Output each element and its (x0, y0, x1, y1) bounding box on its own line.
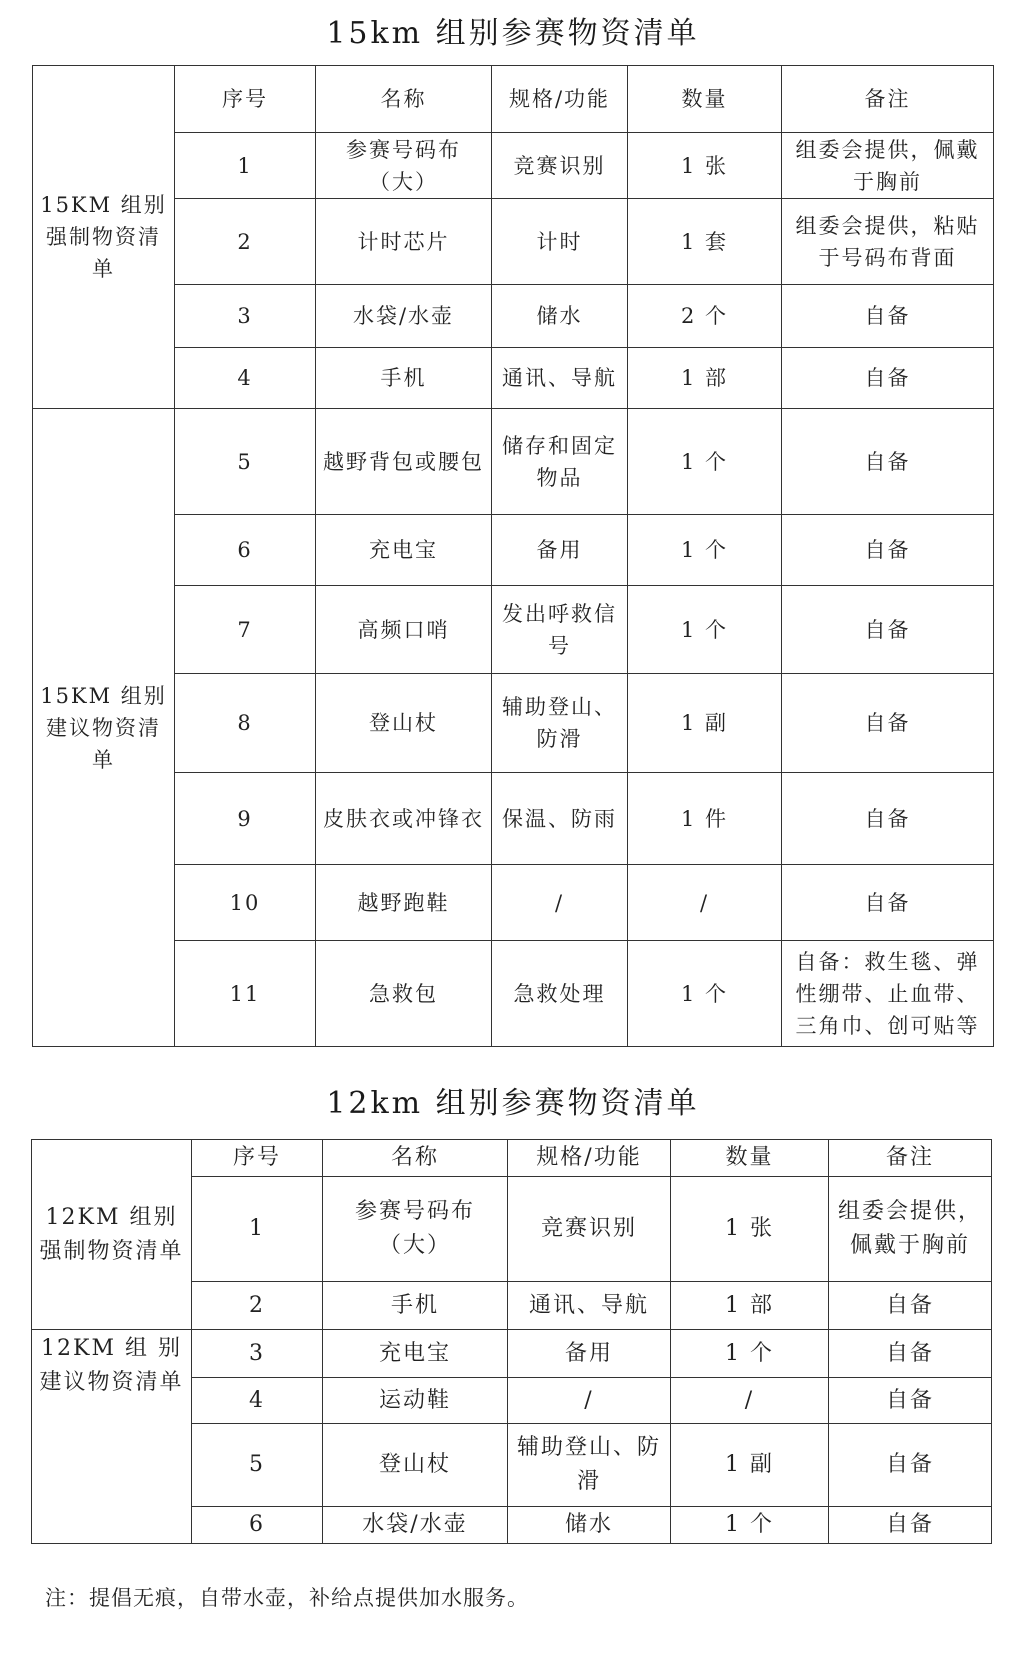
cell-note: 自备 (782, 865, 994, 941)
cell-no: 4 (192, 1378, 323, 1424)
cell-qty: 1 部 (671, 1282, 829, 1330)
cell-note: 自备 (782, 674, 994, 773)
table-12km-gear-list (31, 1139, 992, 1544)
cell-qty: 1 张 (671, 1177, 829, 1282)
cell-spec: 竞赛识别 (492, 133, 628, 199)
cell-no: 4 (175, 348, 316, 409)
header-name: 名称 (323, 1140, 508, 1177)
cell-note: 自备 (782, 409, 994, 515)
cell-qty: 1 副 (628, 674, 782, 773)
cell-no: 5 (192, 1424, 323, 1507)
header-no: 序号 (192, 1140, 323, 1177)
cell-name: 运动鞋 (323, 1378, 508, 1424)
cell-no: 5 (175, 409, 316, 515)
table-row (33, 586, 994, 674)
cell-note: 自备 (829, 1424, 992, 1507)
cell-name: 急救包 (316, 941, 492, 1047)
cell-spec: 备用 (508, 1330, 671, 1378)
cell-no: 10 (175, 865, 316, 941)
cell-name: 充电宝 (316, 515, 492, 586)
cell-qty: 1 部 (628, 348, 782, 409)
cell-no: 9 (175, 773, 316, 865)
cell-spec: 通讯、导航 (508, 1282, 671, 1330)
cell-name: 充电宝 (323, 1330, 508, 1378)
cell-name: 皮肤衣或冲锋衣 (316, 773, 492, 865)
header-qty: 数量 (628, 66, 782, 133)
cell-note: 组委会提供，粘贴于号码布背面 (782, 199, 994, 285)
table2-title: 12km 组别参赛物资清单 (326, 1086, 700, 1121)
cell-note: 自备 (829, 1378, 992, 1424)
cell-qty: 1 张 (628, 133, 782, 199)
cell-qty: / (671, 1378, 829, 1424)
cell-spec: 储存和固定物品 (492, 409, 628, 515)
cell-spec: 储水 (492, 285, 628, 348)
cell-spec: / (492, 865, 628, 941)
cell-qty: 2 个 (628, 285, 782, 348)
table-15km-gear-list (32, 65, 994, 1047)
header-note: 备注 (782, 66, 994, 133)
cell-note: 自备：救生毯、弹性绷带、止血带、三角巾、创可贴等 (782, 941, 994, 1047)
cell-note: 自备 (829, 1282, 992, 1330)
cell-note: 自备 (829, 1507, 992, 1544)
cell-qty: 1 个 (628, 586, 782, 674)
header-spec: 规格/功能 (492, 66, 628, 133)
cell-spec: 急救处理 (492, 941, 628, 1047)
cell-qty: 1 副 (671, 1424, 829, 1507)
cell-qty: 1 个 (671, 1330, 829, 1378)
table-row (32, 1330, 992, 1378)
cell-qty: 1 个 (671, 1507, 829, 1544)
cell-name: 高频口哨 (316, 586, 492, 674)
cell-spec: 竞赛识别 (508, 1177, 671, 1282)
cell-no: 6 (192, 1507, 323, 1544)
table-row (33, 865, 994, 941)
table-row (33, 515, 994, 586)
cell-no: 6 (175, 515, 316, 586)
header-qty: 数量 (671, 1140, 829, 1177)
cell-spec: 通讯、导航 (492, 348, 628, 409)
cell-no: 3 (175, 285, 316, 348)
cell-spec: / (508, 1378, 671, 1424)
group-label-suggested: 12KM 组 别建议物资清单 (32, 1330, 192, 1544)
header-name: 名称 (316, 66, 492, 133)
cell-no: 7 (175, 586, 316, 674)
cell-no: 3 (192, 1330, 323, 1378)
cell-name: 手机 (323, 1282, 508, 1330)
cell-spec: 保温、防雨 (492, 773, 628, 865)
cell-no: 1 (192, 1177, 323, 1282)
cell-spec: 备用 (492, 515, 628, 586)
table1-title: 15km 组别参赛物资清单 (326, 16, 700, 51)
cell-no: 11 (175, 941, 316, 1047)
cell-note: 自备 (782, 348, 994, 409)
cell-spec: 发出呼救信号 (492, 586, 628, 674)
table-row (33, 285, 994, 348)
header-spec: 规格/功能 (508, 1140, 671, 1177)
table-row (33, 133, 994, 199)
cell-note: 自备 (782, 586, 994, 674)
cell-name: 参赛号码布（大） (323, 1177, 508, 1282)
cell-qty: 1 个 (628, 941, 782, 1047)
cell-no: 2 (175, 199, 316, 285)
cell-name: 越野跑鞋 (316, 865, 492, 941)
cell-name: 计时芯片 (316, 199, 492, 285)
table-row (33, 941, 994, 1047)
cell-name: 参赛号码布（大） (316, 133, 492, 199)
table-row (33, 199, 994, 285)
group-label-mandatory: 12KM 组别强制物资清单 (32, 1140, 192, 1330)
cell-qty: 1 套 (628, 199, 782, 285)
footnote: 注：提倡无痕，自带水壶，补给点提供加水服务。 (45, 1586, 529, 1610)
cell-qty: 1 个 (628, 515, 782, 586)
cell-note: 自备 (782, 515, 994, 586)
cell-spec: 辅助登山、防滑 (508, 1424, 671, 1507)
cell-no: 1 (175, 133, 316, 199)
cell-note: 自备 (782, 773, 994, 865)
header-no: 序号 (175, 66, 316, 133)
cell-note: 组委会提供，佩戴于胸前 (829, 1177, 992, 1282)
cell-qty: 1 件 (628, 773, 782, 865)
cell-qty: / (628, 865, 782, 941)
cell-spec: 储水 (508, 1507, 671, 1544)
group-label-mandatory: 15KM 组别强制物资清单 (33, 66, 175, 409)
cell-spec: 辅助登山、防滑 (492, 674, 628, 773)
cell-name: 登山杖 (316, 674, 492, 773)
cell-note: 自备 (782, 285, 994, 348)
cell-name: 水袋/水壶 (323, 1507, 508, 1544)
cell-no: 8 (175, 674, 316, 773)
cell-name: 手机 (316, 348, 492, 409)
cell-name: 登山杖 (323, 1424, 508, 1507)
cell-note: 自备 (829, 1330, 992, 1378)
table-row (33, 674, 994, 773)
table-row (33, 409, 994, 515)
cell-spec: 计时 (492, 199, 628, 285)
cell-name: 越野背包或腰包 (316, 409, 492, 515)
group-label-suggested: 15KM 组别建议物资清单 (33, 409, 175, 1047)
table-row (33, 773, 994, 865)
header-row (33, 66, 994, 133)
cell-name: 水袋/水壶 (316, 285, 492, 348)
header-row (32, 1140, 992, 1177)
cell-note: 组委会提供，佩戴于胸前 (782, 133, 994, 199)
header-note: 备注 (829, 1140, 992, 1177)
table-row (33, 348, 994, 409)
cell-qty: 1 个 (628, 409, 782, 515)
cell-no: 2 (192, 1282, 323, 1330)
